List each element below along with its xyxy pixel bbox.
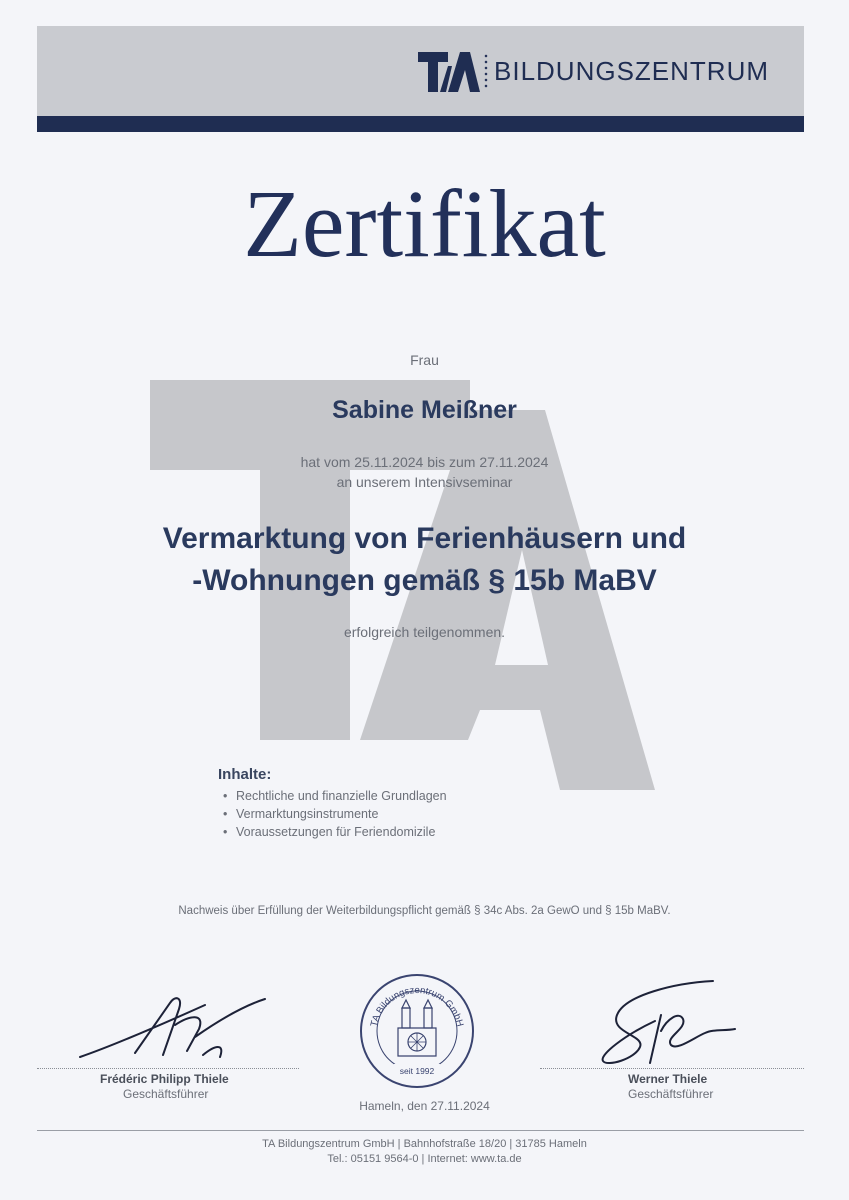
contents-heading: Inhalte: — [218, 766, 272, 783]
course-title-line-2: -Wohnungen gemäß § 15b MaBV — [192, 564, 657, 597]
salutation: Frau — [410, 352, 439, 368]
logo-divider-dots — [484, 53, 488, 89]
contents-section — [218, 766, 447, 841]
footer-divider — [37, 1130, 804, 1131]
success-line: erfolgreich teilgenommen. — [343, 624, 506, 640]
list-item: • Vermarktungsinstrumente — [218, 805, 447, 823]
svg-text:TA Bildungszentrum GmbH — [369, 985, 466, 1028]
contents-list — [218, 787, 447, 841]
proof-statement: Nachweis über Erfüllung der Weiterbildungspflicht gemäß § 34c Abs. 2a GewO und § 15b MaBV. — [178, 905, 671, 917]
signature-line-left — [37, 1068, 299, 1069]
footer-address: TA Bildungszentrum GmbH | Bahnhofstraße 18/20 | 31785 Hameln — [262, 1138, 587, 1150]
list-item: • Rechtliche und finanzielle Grundlagen — [218, 787, 447, 805]
signature-line-right — [540, 1068, 804, 1069]
footer-contact: Tel.: 05151 9564-0 | Internet: www.ta.de — [327, 1153, 522, 1165]
company-seal — [358, 972, 476, 1090]
signatory-name-left: Frédéric Philipp Thiele — [100, 1072, 229, 1086]
signatory-name-right: Werner Thiele — [628, 1072, 708, 1086]
signatory-role-right: Geschäftsführer — [628, 1087, 714, 1101]
ta-logo-icon — [418, 48, 480, 94]
signature-scribble-right — [595, 975, 745, 1070]
course-title — [0, 518, 849, 602]
certificate-title: Zertifikat — [243, 170, 606, 277]
seal-since-text: seit 1992 — [399, 1066, 435, 1076]
course-title-line-1: Vermarktung von Ferienhäusern und — [162, 522, 687, 555]
signatory-role-left: Geschäftsführer — [123, 1087, 209, 1101]
signature-scribble-left — [75, 985, 275, 1065]
place-date: Hameln, den 27.11.2024 — [359, 1099, 490, 1113]
seminar-type: an unserem Intensivseminar — [336, 474, 513, 490]
seal-text: TA Bildungszentrum GmbH — [368, 985, 466, 1028]
header-accent-bar — [37, 116, 804, 132]
brand-logo — [418, 48, 769, 94]
brand-name: BILDUNGSZENTRUM — [494, 56, 770, 86]
participant-name: Sabine Meißner — [332, 396, 517, 424]
list-item: • Voraussetzungen für Feriendomizile — [218, 823, 447, 841]
dates-line: hat vom 25.11.2024 bis zum 27.11.2024 — [300, 454, 549, 470]
